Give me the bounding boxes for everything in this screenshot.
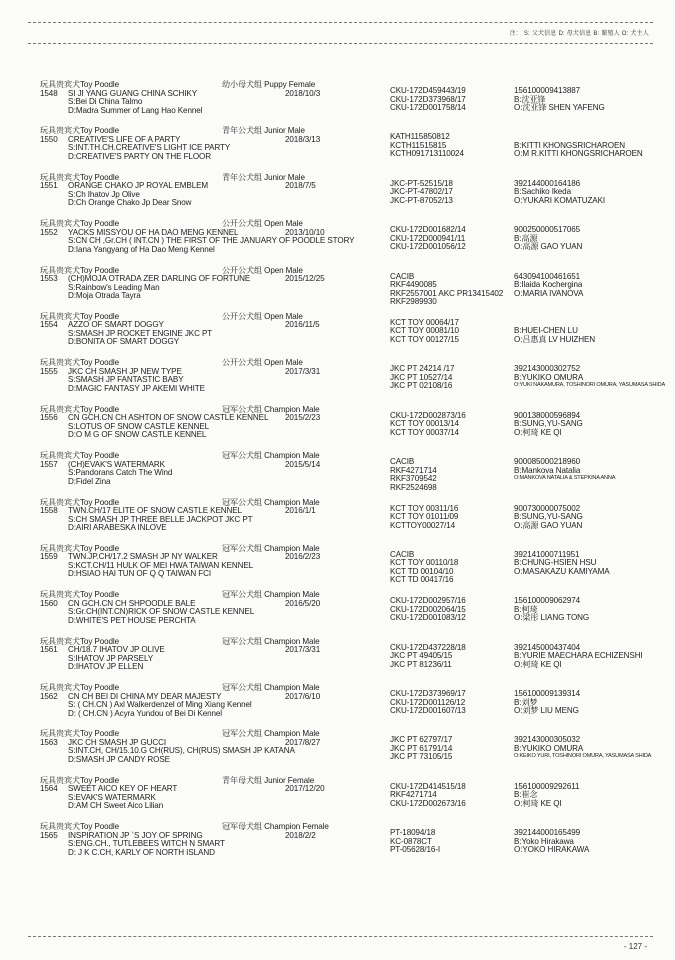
- registration-number: JKC PT 81236/11: [390, 659, 452, 669]
- registration-number: KATH115850812: [390, 132, 450, 142]
- catalog-number: 1559: [40, 552, 58, 562]
- breeder-name: B:HUEI-CHEN LU: [514, 326, 578, 336]
- catalog-number: 1564: [40, 784, 58, 794]
- dog-entry: [0, 729, 675, 775]
- registration-number: JKC-PT-87052/13: [390, 195, 453, 205]
- dam-name: D: ( CH.CN ) Acyra Yundou of Bei Di Kennel: [68, 708, 222, 718]
- dog-name: SI JI YANG GUANG CHINA SCHIKY: [68, 88, 198, 98]
- breed-label: 玩具贵宾犬Toy Poodle: [40, 822, 120, 832]
- dam-name: D: J K C.CH, KARLY OF NORTH ISLAND: [68, 847, 215, 857]
- registration-number: KC-0878CT: [390, 836, 432, 846]
- dog-name: SWEET AICO KEY OF HEART: [68, 784, 178, 794]
- registration-number: RKF4271714: [390, 790, 437, 800]
- dog-name: INSPIRATION JP `S JOY OF SPRING: [68, 830, 203, 840]
- header-divider: [28, 43, 653, 44]
- registration-number: JKC-PT-47802/17: [390, 187, 453, 197]
- dog-name: TWN.CH/17 ELITE OF SNOW CASTLE KENNEL: [68, 506, 242, 516]
- dog-name: CN GCH.CN CH SHPOODLE BALE: [68, 598, 196, 608]
- catalog-number: 1551: [40, 181, 58, 191]
- registration-number: CKU-172D437228/18: [390, 642, 466, 652]
- registration-number: JKC PT 49405/15: [390, 651, 453, 661]
- owner-name: O:梁彤 LIANG TONG: [514, 613, 590, 623]
- class-label: 冠军公犬组 Champion Male: [222, 404, 320, 414]
- dam-name: D:Ch Orange Chako Jp Dear Snow: [68, 198, 192, 208]
- breed-label: 玩具贵宾犬Toy Poodle: [40, 80, 120, 89]
- class-label: 幼小母犬组 Puppy Female: [222, 80, 316, 89]
- dog-entry: [0, 637, 675, 683]
- breed-label: 玩具贵宾犬Toy Poodle: [40, 172, 120, 182]
- dog-entry: [0, 683, 675, 729]
- registration-number: CKU-172D459443/19: [390, 86, 466, 95]
- registration-number: RKF4490085: [390, 280, 437, 290]
- chip-number: 392145000437404: [514, 642, 581, 652]
- registration-number: JKC PT 73105/15: [390, 752, 453, 762]
- sire-name: S:CH SMASH JP THREE BELLE JACKPOT JKC PT: [68, 514, 253, 524]
- registration-number: CKU-172D373969/17: [390, 689, 466, 699]
- breed-label: 玩具贵宾犬Toy Poodle: [40, 358, 120, 368]
- breed-label: 玩具贵宾犬Toy Poodle: [40, 775, 120, 785]
- chip-number: 392144000165499: [514, 828, 581, 838]
- chip-number: 392143000302752: [514, 364, 581, 374]
- class-label: 公开公犬组 Open Male: [222, 311, 303, 321]
- chip-number: 156100009139314: [514, 689, 581, 699]
- catalog-number: 1561: [40, 645, 58, 655]
- catalog-number: 1553: [40, 274, 58, 284]
- sire-name: S:SMASH JP ROCKET ENGINE JKC PT: [68, 328, 213, 338]
- breed-label: 玩具贵宾犬Toy Poodle: [40, 497, 120, 507]
- birth-date: 2016/1/1: [285, 506, 316, 516]
- dog-name: CN CH BEI DI CHINA MY DEAR MAJESTY: [68, 691, 222, 701]
- birth-date: 2018/2/2: [285, 830, 316, 840]
- registration-number: RKF2989930: [390, 297, 437, 307]
- owner-name: O:MARIA IVANOVA: [514, 288, 584, 298]
- birth-date: 2018/7/5: [285, 181, 316, 191]
- breed-label: 玩具贵宾犬Toy Poodle: [40, 590, 120, 600]
- birth-date: 2015/2/23: [285, 413, 321, 423]
- registration-number: KCT TOY 00311/16: [390, 503, 459, 513]
- breeder-name: B:KITTI KHONGSRICHAROEN: [514, 140, 626, 150]
- birth-date: 2016/11/5: [285, 320, 320, 330]
- dog-entry: [0, 358, 675, 404]
- dam-name: D:AIRI ARABESKA INLOVE: [68, 523, 167, 533]
- dog-name: (CH)MOJA OTRADA ZER DARLING OF FORTUNE: [68, 274, 251, 284]
- owner-name: O:YUKI NAKAMURA, TOSHINORI OMURA, YASUMASA SHIDA: [514, 382, 665, 389]
- breeder-name: B:高源: [514, 233, 538, 243]
- sire-name: S: ( CH.CN ) Axl Walkerdenzel of Ming Xiang Kennel: [68, 700, 252, 710]
- catalog-number: 1550: [40, 134, 58, 144]
- registration-number: CKU-172D001682/14: [390, 225, 466, 235]
- chip-number: 900730000075002: [514, 503, 581, 513]
- sire-name: S:Bei Di China Talmo: [68, 97, 143, 106]
- breed-label: 玩具贵宾犬Toy Poodle: [40, 311, 120, 321]
- registration-number: CKU-172D001758/14: [390, 103, 466, 112]
- dog-entry: [0, 312, 675, 358]
- registration-number: KCT TOY 00037/14: [390, 427, 459, 437]
- birth-date: 2015/12/25: [285, 274, 325, 284]
- dog-entry: [0, 590, 675, 636]
- registration-number: KCT TOY 01011/09: [390, 512, 459, 522]
- breeder-name: B:YUKIKO OMURA: [514, 372, 584, 382]
- catalog-number: 1557: [40, 459, 58, 469]
- dog-entry: [0, 822, 675, 868]
- registration-number: RKF3709542: [390, 474, 437, 484]
- registration-number: KCT TD 00417/16: [390, 575, 454, 585]
- dam-name: D:CREATIVE'S PARTY ON THE FLOOR: [68, 151, 211, 161]
- sire-name: S:EVAK'S WATERMARK: [68, 792, 156, 802]
- registration-number: CKU-172D373968/17: [390, 94, 466, 104]
- class-label: 冠军公犬组 Champion Male: [222, 729, 320, 739]
- sire-name: S:LOTUS OF SNOW CASTLE KENNEL: [68, 421, 210, 431]
- dog-name: (CH)EVAK'S WATERMARK: [68, 459, 165, 469]
- registration-number: JKC-PT-52515/18: [390, 178, 453, 188]
- sire-name: S:SMASH JP FANTASTIC BABY: [68, 375, 184, 385]
- dam-name: D:SMASH JP CANDY ROSE: [68, 754, 170, 764]
- class-label: 冠军公犬组 Champion Male: [222, 543, 320, 553]
- owner-name: O:MANKOVA NATALIA & STEPKINA ANNA: [514, 475, 616, 482]
- sire-name: S:ENG.CH., TUTLEBEES WITCH N SMART: [68, 839, 225, 849]
- breed-label: 玩具贵宾犬Toy Poodle: [40, 265, 120, 275]
- dog-entry: [0, 266, 675, 312]
- birth-date: 2017/6/10: [285, 691, 321, 701]
- dam-name: D:Iana Yangyang of Ha Dao Meng Kennel: [68, 244, 215, 254]
- owner-name: O:YUKARI KOMATUZAKI: [514, 195, 606, 205]
- bottom-divider: [28, 936, 653, 937]
- registration-number: KCTTOY00027/14: [390, 520, 456, 530]
- registration-number: CACIB: [390, 549, 415, 559]
- owner-name: O:吕惠真 LV HUIZHEN: [514, 334, 595, 344]
- registration-number: CKU-172D002957/16: [390, 596, 466, 606]
- registration-number: JKC PT 61791/14: [390, 743, 453, 753]
- owner-name: O:刘梦 LIU MENG: [514, 706, 579, 716]
- registration-number: CACIB: [390, 457, 415, 467]
- owner-name: O:柯琦 KE QI: [514, 659, 562, 669]
- top-divider: [28, 22, 653, 23]
- breeder-name: B:YUKIKO OMURA: [514, 743, 584, 753]
- dam-name: D:IHATOV JP ELLEN: [68, 662, 144, 672]
- catalog-number: 1548: [40, 88, 58, 98]
- registration-number: CKU-172D001056/12: [390, 242, 466, 252]
- chip-number: 900138000596894: [514, 410, 581, 420]
- birth-date: 2018/3/13: [285, 134, 321, 144]
- class-label: 公开公犬组 Open Male: [222, 219, 303, 229]
- catalog-number: 1558: [40, 506, 58, 516]
- owner-name: O:高源 GAO YUAN: [514, 520, 583, 530]
- birth-date: 2017/3/31: [285, 645, 321, 655]
- dog-name: CH/18.7 IHATOV JP OLIVE: [68, 645, 165, 655]
- dog-entry: [0, 498, 675, 544]
- birth-date: 2013/10/10: [285, 227, 325, 237]
- registration-number: KCT TOY 00127/15: [390, 334, 459, 344]
- registration-number: KCT TOY 00110/18: [390, 558, 459, 568]
- birth-date: 2018/10/3: [285, 88, 321, 98]
- class-label: 公开公犬组 Open Male: [222, 265, 303, 275]
- dam-name: D:O M G OF SNOW CASTLE KENNEL: [68, 430, 207, 440]
- breeder-name: B:Sachiko Ikeda: [514, 187, 571, 197]
- registration-number: KCT TD 00104/10: [390, 566, 454, 576]
- owner-name: O:柯琦 KE QI: [514, 427, 562, 437]
- breed-label: 玩具贵宾犬Toy Poodle: [40, 683, 120, 693]
- chip-number: 156100009413887: [514, 86, 581, 95]
- breeder-name: B:Ilaida Kochergina: [514, 280, 583, 290]
- breeder-name: B:CHUNG-HSIEN HSU: [514, 558, 597, 568]
- legend: 注： S: 父犬信息 D: 母犬信息 B: 繁殖人 O: 犬主人: [509, 31, 649, 37]
- breeder-name: B:柯琦: [514, 604, 538, 614]
- registration-number: JKC PT 62797/17: [390, 735, 453, 745]
- breeder-name: B:刘梦: [514, 697, 538, 707]
- entry-list: [0, 80, 675, 869]
- sire-name: S:Gr.CH(INT.CN)RICK OF SNOW CASTLE KENNEL: [68, 607, 255, 617]
- breeder-name: B:崔念: [514, 790, 538, 800]
- dam-name: D:Fidel Zina: [68, 476, 111, 486]
- breeder-name: B:SUNG,YU-SANG: [514, 512, 583, 522]
- registration-number: JKC PT 02108/16: [390, 381, 453, 391]
- sire-name: S:Ch Ihatov Jp Olive: [68, 189, 140, 199]
- class-label: 青年母犬组 Junior Female: [222, 775, 315, 785]
- chip-number: 900250000517065: [514, 225, 581, 235]
- registration-number: KCTH11515815: [390, 140, 447, 150]
- breeder-name: B:YURIE MAECHARA ECHIZENSHI: [514, 651, 643, 661]
- dam-name: D:HSIAO HAI TUN OF Q Q TAIWAN FCI: [68, 569, 211, 579]
- dog-name: CN GCH.CN CH ASHTON OF SNOW CASTLE KENNEL: [68, 413, 269, 423]
- chip-number: 392141000711951: [514, 549, 580, 559]
- registration-number: CKU-172D002064/15: [390, 604, 466, 614]
- catalog-number: 1554: [40, 320, 58, 330]
- catalog-number: 1556: [40, 413, 58, 423]
- breed-label: 玩具贵宾犬Toy Poodle: [40, 729, 120, 739]
- sire-name: S:IHATOV JP PARSELY: [68, 653, 154, 663]
- dog-entry: [0, 80, 675, 126]
- dog-name: ORANGE CHAKO JP ROYAL EMBLEM: [68, 181, 209, 191]
- dog-name: JKC CH SMASH JP GUCCI: [68, 737, 167, 747]
- registration-number: PT-05628/16-I: [390, 845, 440, 855]
- class-label: 冠军公犬组 Champion Male: [222, 683, 320, 693]
- registration-number: JKC PT 24214 /17: [390, 364, 455, 374]
- owner-name: O:KEIKO YURI, TOSHINORI OMURA, YASUMASA SHIDA: [514, 753, 652, 760]
- registration-number: KCTH091713110024: [390, 149, 464, 159]
- dog-name: JKC CH SMASH JP NEW TYPE: [68, 366, 182, 376]
- breed-label: 玩具贵宾犬Toy Poodle: [40, 126, 120, 136]
- chip-number: 156100009062974: [514, 596, 581, 606]
- catalog-number: 1565: [40, 830, 58, 840]
- registration-number: CKU-172D414515/18: [390, 781, 466, 791]
- dog-name: TWN.JP.CH/17.2 SMASH JP NY WALKER: [68, 552, 218, 562]
- class-label: 冠军公犬组 Champion Male: [222, 590, 320, 600]
- class-label: 青年公犬组 Junior Male: [222, 126, 305, 136]
- registration-number: CKU-172D002873/16: [390, 410, 466, 420]
- sire-name: S:Rainbow's Leading Man: [68, 282, 160, 292]
- registration-number: CKU-172D001083/12: [390, 613, 466, 623]
- dam-name: D:Madra Summer of Lang Hao Kennel: [68, 105, 203, 115]
- breeder-name: B:Yoko Hirakawa: [514, 836, 574, 846]
- sire-name: S:INT.TH.CH.CREATIVE'S LIGHT ICE PARTY: [68, 143, 231, 153]
- owner-name: O:柯琦 KE QI: [514, 798, 562, 808]
- breed-label: 玩具贵宾犬Toy Poodle: [40, 451, 120, 461]
- dam-name: D:Moja Otrada Tayra: [68, 291, 141, 301]
- birth-date: 2017/8/27: [285, 737, 321, 747]
- owner-name: O:沈亚锋 SHEN YAFENG: [514, 103, 605, 112]
- registration-number: CKU-172D002673/16: [390, 798, 466, 808]
- chip-number: 900085000218960: [514, 457, 581, 467]
- birth-date: 2015/5/14: [285, 459, 321, 469]
- birth-date: 2017/3/31: [285, 366, 321, 376]
- dog-entry: [0, 776, 675, 822]
- owner-name: O:M R.KITTI KHONGSRICHAROEN: [514, 149, 643, 159]
- sire-name: S:Pandorans Catch The Wind: [68, 468, 173, 478]
- breed-label: 玩具贵宾犬Toy Poodle: [40, 543, 120, 553]
- dam-name: D:WHITE'S PET HOUSE PERCHTA: [68, 615, 196, 625]
- class-label: 冠军公犬组 Champion Male: [222, 497, 320, 507]
- catalog-number: 1563: [40, 737, 58, 747]
- registration-number: RKF4271714: [390, 465, 437, 475]
- dog-name: YACKS MISSYOU OF HA DAO MENG KENNEL: [68, 227, 239, 237]
- dog-entry: [0, 219, 675, 265]
- registration-number: PT-18094/18: [390, 828, 436, 838]
- owner-name: O:高源 GAO YUAN: [514, 242, 583, 252]
- sire-name: S:INT.CH, CH/15.10.G CH(RUS), CH(RUS) SMASH JP KATANA: [68, 746, 295, 756]
- birth-date: 2017/12/20: [285, 784, 325, 794]
- registration-number: CACIB: [390, 271, 415, 281]
- registration-number: KCT TOY 00013/14: [390, 419, 459, 429]
- page-number: - 127 -: [623, 942, 647, 951]
- chip-number: 392143000305032: [514, 735, 581, 745]
- dog-entry: [0, 173, 675, 219]
- catalog-number: 1562: [40, 691, 58, 701]
- catalog-number: 1552: [40, 227, 58, 237]
- registration-number: JKC PT 10527/14: [390, 372, 453, 382]
- chip-number: 392144000164186: [514, 178, 581, 188]
- chip-number: 156100009292611: [514, 781, 580, 791]
- breeder-name: B:沈亚锋: [514, 94, 546, 104]
- dog-name: AZZO OF SMART DOGGY: [68, 320, 164, 330]
- dog-entry: [0, 405, 675, 451]
- birth-date: 2016/5/20: [285, 598, 321, 608]
- dam-name: D:AM CH Sweet Aico Lilian: [68, 801, 164, 811]
- breed-label: 玩具贵宾犬Toy Poodle: [40, 404, 120, 414]
- owner-name: O:YOKO HIRAKAWA: [514, 845, 590, 855]
- chip-number: 643094100461651: [514, 271, 581, 281]
- class-label: 公开公犬组 Open Male: [222, 358, 303, 368]
- dam-name: D:MAGIC FANTASY JP AKEMI WHITE: [68, 383, 205, 393]
- registration-number: CKU-172D001126/12: [390, 697, 466, 707]
- sire-name: S:KCT.CH/11 HULK OF MEI HWA TAIWAN KENNEL: [68, 560, 254, 570]
- breed-label: 玩具贵宾犬Toy Poodle: [40, 219, 120, 229]
- class-label: 冠军公犬组 Champion Male: [222, 451, 320, 461]
- class-label: 冠军公犬组 Champion Male: [222, 636, 320, 646]
- registration-number: KCT TOY 00064/17: [390, 317, 459, 327]
- registration-number: KCT TOY 00081/10: [390, 326, 459, 336]
- breeder-name: B:Mankova Natalia: [514, 465, 581, 475]
- owner-name: O:MASAKAZU KAMIYAMA: [514, 566, 610, 576]
- breeder-name: B:SUNG,YU-SANG: [514, 419, 583, 429]
- sire-name: S:CN CH ,Gr.CH ( INT.CN ) THE FIRST OF THE JANUARY OF POODLE STORY: [68, 236, 355, 246]
- catalog-number: 1555: [40, 366, 58, 376]
- registration-number: RKF2524698: [390, 482, 437, 492]
- dog-entry: [0, 451, 675, 497]
- dog-name: CREATIVE'S LIFE OF A PARTY: [68, 134, 181, 144]
- class-label: 冠军母犬组 Champion Female: [222, 822, 329, 832]
- class-label: 青年公犬组 Junior Male: [222, 172, 305, 182]
- birth-date: 2016/2/23: [285, 552, 321, 562]
- dog-entry: [0, 126, 675, 172]
- dog-entry: [0, 544, 675, 590]
- catalog-number: 1560: [40, 598, 58, 608]
- registration-number: CKU-172D001607/13: [390, 706, 466, 716]
- breed-label: 玩具贵宾犬Toy Poodle: [40, 636, 120, 646]
- registration-number: CKU-172D000941/11: [390, 233, 466, 243]
- registration-number: RKF2557001 AKC PR13415402: [390, 288, 504, 298]
- dam-name: D:BONITA OF SMART DOGGY: [68, 337, 180, 347]
